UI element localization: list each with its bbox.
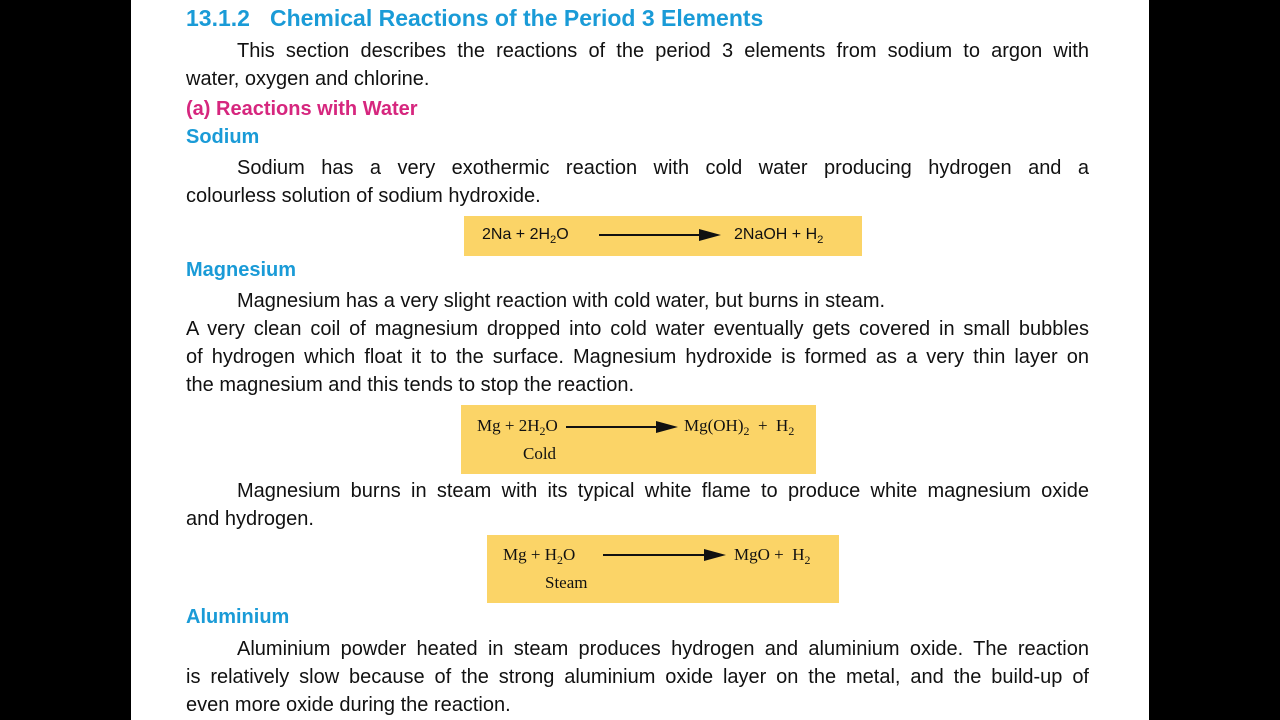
mg-cold-condition: Cold [523, 444, 557, 463]
aluminium-line-2: is relatively slow because of the strong aluminium oxide layer on the metal, and the build-up of [186, 666, 1089, 688]
aluminium-line-3: even more oxide during the reaction. [186, 694, 511, 716]
sodium-line-1: Sodium has a very exothermic reaction with cold water producing hydrogen and a [237, 157, 1089, 179]
magnesium-line-4: the magnesium and this tends to stop the reaction. [186, 374, 635, 396]
section-number: 13.1.2 [186, 5, 250, 31]
subsection-heading: (a) Reactions with Water [186, 98, 418, 120]
mg-cold-reactants: $Mg + 2H_2O$ [477, 416, 558, 439]
mg-steam-products: MgO + $H_2$ [734, 545, 811, 568]
magnesium-line-1: Magnesium has a very slight reaction with cold water, but burns in steam. [237, 290, 886, 312]
sodium-equation-reactants: $2Na + 2H_2O$ [482, 226, 569, 246]
sodium-equation-box [464, 216, 862, 256]
section-heading [186, 5, 763, 32]
reaction-arrow [599, 229, 721, 241]
sodium-equation-products: 2NaOH + $H_2$ [734, 226, 824, 246]
sodium-line-2: colourless solution of sodium hydroxide. [186, 185, 541, 207]
magnesium-line-2: A very clean coil of magnesium dropped into cold water eventually gets covered in small bubbles [186, 318, 1089, 340]
intro-line-1: This section describes the reactions of the period 3 elements from sodium to argon with [237, 40, 1089, 62]
section-title: Chemical Reactions of the Period 3 Elements [269, 5, 764, 31]
intro-line-2: water, oxygen and chlorine. [186, 68, 430, 90]
reaction-arrow [603, 549, 726, 561]
magnesium-steam-equation-box [487, 535, 839, 603]
magnesium-heading: Magnesium [186, 259, 297, 281]
aluminium-heading: Aluminium [186, 606, 290, 628]
aluminium-line-1: Aluminium powder heated in steam produces hydrogen and aluminium oxide. The reaction [237, 638, 1089, 660]
mg-steam-reactants: $Mg + H_2O$ [503, 545, 576, 568]
mg-cold-products: $Mg(OH)_2 + H_2$ [684, 416, 795, 439]
magnesium-line-5: Magnesium burns in steam with its typical white flame to produce white magnesium oxide [237, 480, 1089, 502]
sodium-heading: Sodium [186, 126, 260, 148]
document-page [131, 0, 1149, 720]
magnesium-line-3: of hydrogen which float it to the surface. Magnesium hydroxide is formed as a very thin layer on [186, 346, 1089, 368]
reaction-arrow [566, 421, 678, 433]
magnesium-line-6: and hydrogen. [186, 508, 314, 530]
mg-steam-condition: Steam [545, 573, 588, 592]
magnesium-cold-equation-box [461, 405, 816, 474]
